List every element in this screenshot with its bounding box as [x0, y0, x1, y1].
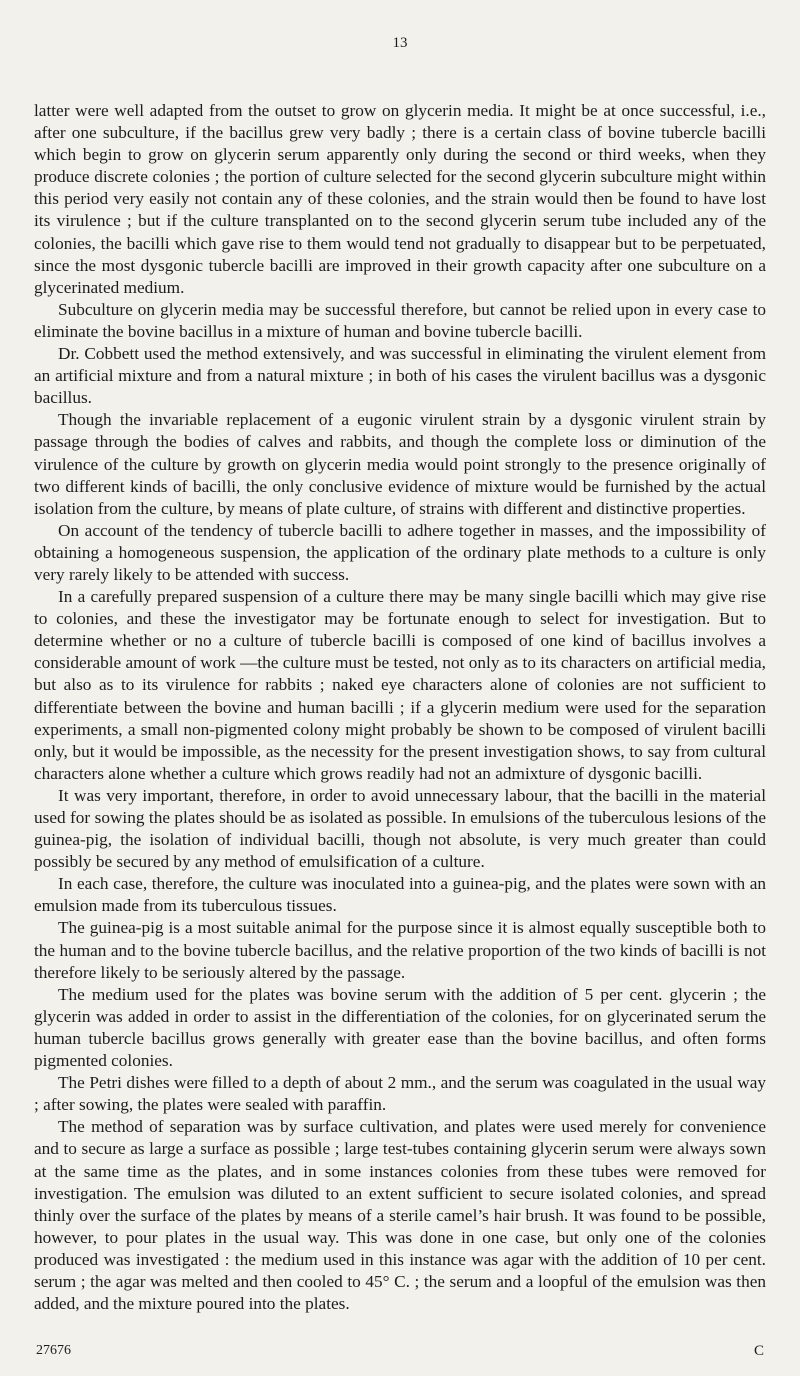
paragraph-9: The guinea-pig is a most suitable animal for the purpose since it is almost equally susceptible both to the human and to the bovine tubercle bacillus, and the relative proportion of the two kinds of bacilli is not therefore likely to be seriously altered by the passage. — [34, 918, 766, 982]
paragraph-3: Dr. Cobbett used the method extensively, and was successful in eliminating the virulent element from an artificial mixture and from a natural mixture ; in both of his cases the virulent bacillus was a dysgonic bacillus. — [34, 344, 766, 408]
paragraph-1: latter were well adapted from the outset to grow on glycerin media. It might be at once successful, i.e., after one subculture, if the bacillus grew very badly ; there is a certain class of bovine tubercle bacilli which begin to grow on glycerin serum apparently only during the second or third weeks, when they produce discrete colonies ; the portion of culture selected for the second glycerin subculture might within this period very easily not contain any of these colonies, and the strain would then be found to have lost its virulence ; but if the culture transplanted on to the second glycerin serum tube included any of the colonies, the bacilli which gave rise to them would tend not gradually to disappear but to be perpetuated, since the most dysgonic tubercle bacilli are improved in their growth capacity after one subculture on a glycerinated medium. — [34, 101, 766, 297]
paragraph-10: The medium used for the plates was bovine serum with the addition of 5 per cent. glycerin ; the glycerin was added in order to assist in the differentiation of the colonies, for on glycerinated serum the human tubercle bacillus grows generally with greater ease than the bovine bacillus, and often forms pigmented colonies. — [34, 984, 766, 1071]
page-number: 13 — [392, 35, 408, 51]
printer-signature-number: 27676 — [36, 1343, 71, 1358]
paragraph-7: It was very important, therefore, in order to avoid unnecessary labour, that the bacilli in the material used for sowing the plates should be as isolated as possible. In emulsions of the tuberculous lesions of the guinea-pig, the isolation of individual bacilli, though not absolute, is very much greater than could possibly be secured by any method of emulsification of a culture. — [34, 785, 766, 872]
paragraph-5: On account of the tendency of tubercle bacilli to adhere together in masses, and the impossibility of obtaining a homogeneous suspension, the application of the ordinary plate methods to a culture is only very rarely likely to be attended with success. — [34, 520, 766, 584]
paragraph-11: The Petri dishes were filled to a depth of about 2 mm., and the serum was coagulated in the usual way ; after sowing, the plates were sealed with paraffin. — [34, 1073, 766, 1115]
body-text — [34, 100, 766, 1315]
page-footer — [34, 1342, 766, 1360]
paragraph-6: In a carefully prepared suspension of a culture there may be many single bacilli which may give rise to colonies, and these the investigator may be fortunate enough to select for investigation. But to determine whether or no a culture of tubercle bacilli is composed of one kind of bacillus involves a considerable amount of work —the culture must be tested, not only as to its characters on artificial media, but also as to its virulence for rabbits ; naked eye characters alone of colonies are not sufficient to differentiate between the bovine and human bacilli ; if a glycerin medium were used for the separation experiments, a small non-pigmented colony might probably be shown to be composed of virulent bacilli only, but it would be impossible, as the necessity for the present investigation shows, to say from cultural characters alone whether a culture which grows readily had not an admixture of dysgonic bacilli. — [34, 587, 766, 783]
paragraph-2: Subculture on glycerin media may be successful therefore, but cannot be relied upon in every case to eliminate the bovine bacillus in a mixture of human and bovine tubercle bacilli. — [34, 299, 766, 341]
paragraph-4: Though the invariable replacement of a eugonic virulent strain by a dysgonic virulent strain by passage through the bodies of calves and rabbits, and though the complete loss or diminution of the virulence of the culture by growth on glycerin media would point strongly to the presence originally of two different kinds of bacilli, the only conclusive evidence of mixture would be furnished by the actual isolation from the culture, by means of plate culture, of strains with different and distinctive properties. — [34, 410, 766, 518]
paragraph-8: In each case, therefore, the culture was inoculated into a guinea-pig, and the plates were sown with an emulsion made from its tuberculous tissues. — [34, 874, 766, 916]
paragraph-12: The method of separation was by surface cultivation, and plates were used merely for convenience and to secure as large a surface as possible ; large test-tubes containing glycerin serum were always sown at the same time as the plates, and in some instances colonies from these tubes were removed for investigation. The emulsion was diluted to an extent sufficient to secure isolated colonies, and spread thinly over the surface of the plates by means of a sterile camel’s hair brush. It was found to be possible, however, to pour plates in the usual way. This was done in one case, but only one of the colonies produced was investigated : the medium used in this instance was agar with the addition of 10 per cent. serum ; the agar was melted and then cooled to 45° C. ; the serum and a loopful of the emulsion was then added, and the mixture poured into the plates. — [34, 1117, 766, 1314]
signature-letter: C — [753, 1343, 764, 1359]
